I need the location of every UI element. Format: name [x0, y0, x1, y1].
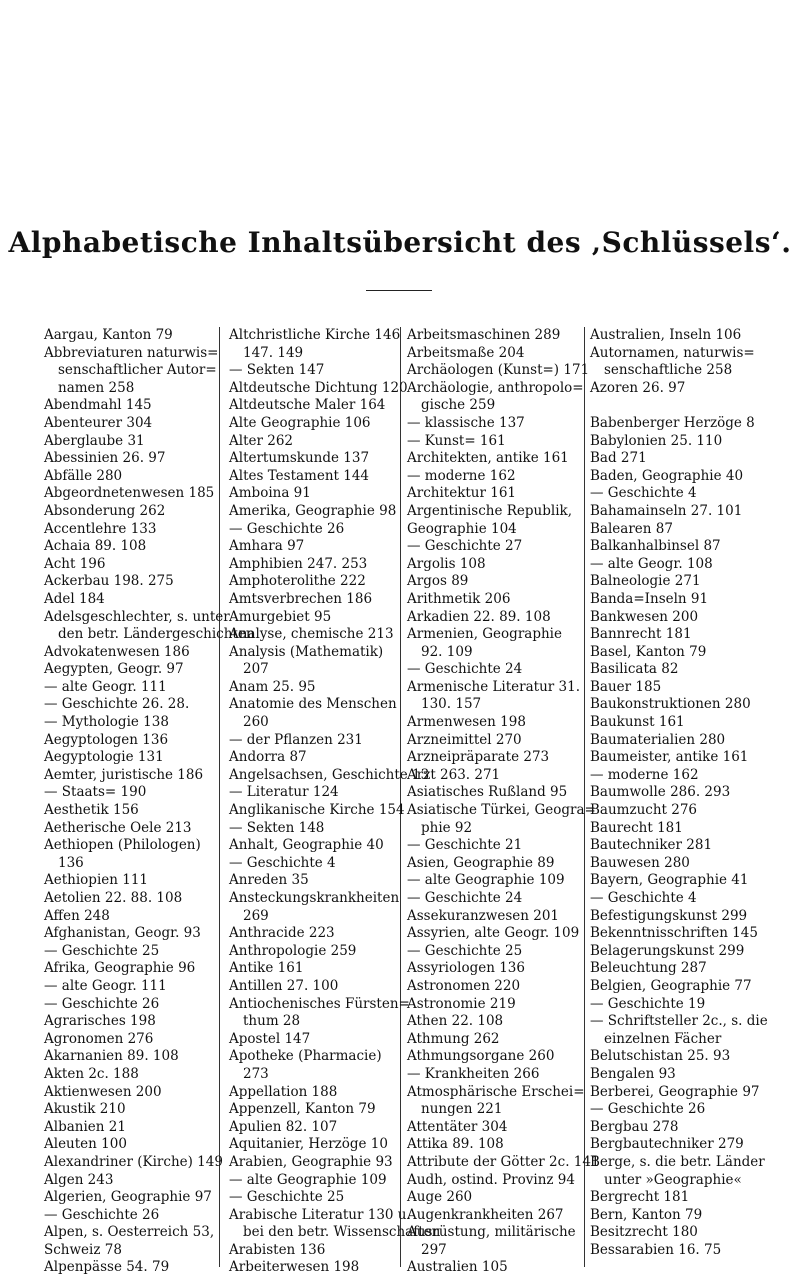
index-entry: Alpenpässe 54. 79	[44, 1259, 170, 1276]
index-entry: Assyrien, alte Geogr. 109	[407, 925, 580, 942]
index-entry: — Literatur 124	[229, 784, 339, 801]
index-entry: Aargau, Kanton 79	[44, 327, 173, 343]
index-entry: — Geschichte 27	[407, 538, 523, 555]
index-entry: Schweiz 78	[44, 1241, 122, 1258]
index-entry: Ansteckungskrankheiten	[229, 890, 400, 906]
index-entry: Akarnanien 89. 108	[44, 1048, 179, 1065]
index-entry: Australien 105	[407, 1259, 508, 1276]
index-entry: Babenberger Herzöge 8	[590, 414, 755, 431]
index-entry: Analysis (Mathematik)	[229, 643, 384, 660]
index-entry: Amphoterolithe 222	[229, 573, 366, 590]
index-entry: Abbreviaturen naturwis=	[44, 344, 219, 361]
index-entry: Balearen 87	[590, 520, 673, 537]
index-entry: Armenien, Geographie	[407, 626, 562, 643]
index-entry: — Geschichte 26	[590, 1101, 706, 1118]
index-entry: 273	[243, 1065, 269, 1082]
index-entry: Assyriologen 136	[407, 960, 525, 977]
index-entry: Bergrecht 181	[590, 1189, 690, 1206]
index-entry: Aquitanier, Herzöge 10	[229, 1136, 388, 1153]
index-entry: Angelsachsen, Geschichte 13	[229, 766, 430, 783]
index-entry: Architektur 161	[407, 485, 517, 502]
index-entry: Amboina 91	[229, 485, 311, 502]
index-entry: Baumwolle 286. 293	[590, 784, 731, 801]
index-entry: Baumaterialien 280	[590, 731, 726, 748]
index-entry: Befestigungskunst 299	[590, 907, 748, 924]
index-entry: — Geschichte 19	[590, 995, 706, 1012]
index-entry: Auge 260	[407, 1189, 473, 1206]
index-entry: — Schriftsteller 2c., s. die	[590, 1013, 768, 1030]
index-entry: Bergbautechniker 279	[590, 1136, 744, 1153]
index-entry: Audh, ostind. Provinz 94	[407, 1171, 575, 1188]
index-entry: unter »Geographie«	[604, 1171, 742, 1188]
index-entry: Arabien, Geographie 93	[229, 1153, 393, 1170]
index-entry: Aetolien 22. 88. 108	[44, 890, 183, 906]
index-entry: Baurecht 181	[590, 819, 683, 836]
index-entry: — klassische 137	[407, 414, 525, 431]
index-entry: Basilicata 82	[590, 661, 679, 678]
index-entry: 147. 149	[243, 344, 304, 361]
index-entry: Aethiopien 111	[44, 872, 149, 889]
index-entry: Aethiopen (Philologen)	[44, 837, 201, 854]
index-entry: Banda=Inseln 91	[590, 590, 709, 607]
index-entry: Basel, Kanton 79	[590, 643, 707, 660]
index-entry: Anglikanische Kirche 154	[229, 802, 405, 819]
index-entry: — Geschichte 24	[407, 890, 523, 906]
index-entry: Antike 161	[229, 960, 304, 977]
index-entry: Aleuten 100	[44, 1136, 127, 1153]
index-entry: Altchristliche Kirche 146	[229, 327, 401, 343]
index-entry: Athmungsorgane 260	[407, 1048, 555, 1065]
index-entry: Bannrecht 181	[590, 626, 692, 643]
index-entry: Aesthetik 156	[44, 802, 139, 819]
index-entry: Andorra 87	[229, 749, 307, 766]
index-entry: Antillen 27. 100	[229, 977, 339, 994]
index-entry: Amphibien 247. 253	[229, 555, 368, 572]
index-entry: Argolis 108	[407, 555, 486, 572]
index-entry: Akten 2c. 188	[44, 1065, 139, 1082]
index-entry: — Geschichte 25	[229, 1189, 345, 1206]
index-entry: Bekenntnisschriften 145	[590, 925, 758, 942]
index-entry: Abgeordnetenwesen 185	[44, 485, 215, 502]
index-entry: Baukonstruktionen 280	[590, 696, 751, 713]
index-entry: Agronomen 276	[44, 1030, 154, 1047]
index-entry: Alte Geographie 106	[229, 414, 371, 431]
index-entry: Beleuchtung 287	[590, 960, 707, 977]
index-entry: 207	[243, 661, 269, 678]
index-entry: — Sekten 147	[229, 362, 325, 379]
index-entry: Apulien 82. 107	[229, 1118, 338, 1135]
index-entry: Athen 22. 108	[407, 1013, 504, 1030]
index-entry: Advokatenwesen 186	[44, 643, 190, 660]
column-divider	[584, 327, 585, 1267]
index-entry: Ausrüstung, militärische	[407, 1224, 576, 1241]
index-entry: Armenische Literatur 31.	[407, 678, 581, 695]
index-entry: Appellation 188	[229, 1083, 338, 1100]
index-entry: Arithmetik 206	[407, 590, 511, 607]
index-entry: Australien, Inseln 106	[590, 327, 742, 343]
index-entry: Bengalen 93	[590, 1065, 676, 1082]
index-entry: — Krankheiten 266	[407, 1065, 540, 1082]
index-entry: Berge, s. die betr. Länder	[590, 1153, 765, 1170]
index-entry: Arkadien 22. 89. 108	[407, 608, 551, 625]
index-entry: Arbeitsmaschinen 289	[407, 327, 561, 343]
index-entry: Antiochenisches Fürsten=	[229, 995, 410, 1012]
index-entry: 269	[243, 907, 269, 924]
index-entry: Aegypten, Geogr. 97	[44, 661, 184, 678]
index-entry: Athmung 262	[407, 1030, 500, 1047]
index-entry: Bessarabien 16. 75	[590, 1241, 722, 1258]
index-entry: — alte Geogr. 111	[44, 678, 167, 695]
index-entry: thum 28	[243, 1013, 301, 1030]
index-entry: Anhalt, Geographie 40	[229, 837, 384, 854]
index-entry: Bauer 185	[590, 678, 662, 695]
index-entry: Argentinische Republik,	[407, 502, 572, 519]
index-entry: — Geschichte 4	[229, 854, 336, 871]
index-entry: Ackerbau 198. 275	[44, 573, 174, 590]
index-entry: Bauwesen 280	[590, 854, 690, 871]
index-entry: Asiatisches Rußland 95	[407, 784, 568, 801]
index-entry: 136	[58, 854, 84, 871]
index-entry: den betr. Ländergeschichten	[58, 626, 255, 643]
title-divider	[366, 290, 432, 291]
index-entry: Bankwesen 200	[590, 608, 699, 625]
index-entry: Aetherische Oele 213	[44, 819, 192, 836]
index-entry: phie 92	[421, 819, 473, 836]
index-entry: Anreden 35	[229, 872, 309, 889]
index-entry: Apostel 147	[229, 1030, 311, 1047]
index-entry: 260	[243, 714, 269, 731]
index-entry: 297	[421, 1241, 447, 1258]
index-entry: Asiatische Türkei, Geogra=	[407, 802, 596, 819]
index-entry: Astronomen 220	[407, 977, 521, 994]
index-entry: Adelsgeschlechter, s. unter	[44, 608, 230, 625]
index-entry: Arabische Literatur 130 u.	[229, 1206, 411, 1223]
index-entry: Altes Testament 144	[229, 467, 370, 484]
index-entry: Assekuranzwesen 201	[407, 907, 559, 924]
index-entry: Analyse, chemische 213	[229, 626, 394, 643]
index-entry: — alte Geographie 109	[407, 872, 565, 889]
index-entry: Besitzrecht 180	[590, 1224, 698, 1241]
index-entry: Arbeiterwesen 198	[229, 1259, 360, 1276]
index-entry: — alte Geogr. 108	[590, 555, 713, 572]
column-divider	[400, 327, 401, 1267]
index-entry: — Geschichte 24	[407, 661, 523, 678]
index-entry: Akustik 210	[44, 1101, 126, 1118]
index-entry: Alpen, s. Oesterreich 53,	[44, 1224, 215, 1241]
index-gap	[590, 397, 762, 415]
index-entry: — Geschichte 26	[44, 1206, 160, 1223]
index-entry: Abendmahl 145	[44, 397, 152, 414]
index-entry: — Kunst= 161	[407, 432, 506, 449]
index-entry: Anatomie des Menschen	[229, 696, 397, 713]
index-entry: Attika 89. 108	[407, 1136, 504, 1153]
index-entry: Attentäter 304	[407, 1118, 508, 1135]
index-entry: Argos 89	[407, 573, 469, 590]
index-entry: Belagerungskunst 299	[590, 942, 745, 959]
index-entry: Absonderung 262	[44, 502, 166, 519]
index-entry: Bautechniker 281	[590, 837, 713, 854]
index-entry: 130. 157	[421, 696, 482, 713]
index-entry: Agrarisches 198	[44, 1013, 156, 1030]
index-entry: Bergbau 278	[590, 1118, 679, 1135]
index-entry: Bern, Kanton 79	[590, 1206, 703, 1223]
index-entry: — Geschichte 26	[229, 520, 345, 537]
index-entry: Astronomie 219	[407, 995, 516, 1012]
index-entry: Armenwesen 198	[407, 714, 526, 731]
index-entry: einzelnen Fächer	[604, 1030, 722, 1047]
index-entry: Anthropologie 259	[229, 942, 357, 959]
index-entry: Azoren 26. 97	[590, 379, 686, 396]
index-entry: Algerien, Geographie 97	[44, 1189, 212, 1206]
index-entry: senschaftliche 258	[604, 362, 733, 379]
index-entry: Affen 248	[44, 907, 110, 924]
index-entry: Geographie 104	[407, 520, 517, 537]
index-entry: — Geschichte 26	[44, 995, 160, 1012]
index-entry: Belgien, Geographie 77	[590, 977, 752, 994]
index-entry: Atmosphärische Erschei=	[407, 1083, 585, 1100]
index-entry: Appenzell, Kanton 79	[229, 1101, 376, 1118]
index-entry: Bahamainseln 27. 101	[590, 502, 743, 519]
index-entry: Babylonien 25. 110	[590, 432, 723, 449]
index-entry: Aegyptologie 131	[44, 749, 164, 766]
index-entry: Bayern, Geographie 41	[590, 872, 749, 889]
index-entry: Anthracide 223	[229, 925, 335, 942]
index-entry: — Sekten 148	[229, 819, 325, 836]
index-entry: Augenkrankheiten 267	[407, 1206, 564, 1223]
index-entry: Arzt 263. 271	[407, 766, 501, 783]
index-entry: Anam 25. 95	[229, 678, 316, 695]
index-entry: — Geschichte 21	[407, 837, 523, 854]
index-entry: senschaftlicher Autor=	[58, 362, 217, 379]
index-entry: — der Pflanzen 231	[229, 731, 363, 748]
index-entry: — alte Geogr. 111	[44, 977, 167, 994]
index-entry: 92. 109	[421, 643, 473, 660]
index-entry: namen 258	[58, 379, 135, 396]
index-entry: Archäologen (Kunst=) 171	[407, 362, 590, 379]
index-entry: Altdeutsche Dichtung 120	[229, 379, 408, 396]
index-entry: Baumeister, antike 161	[590, 749, 749, 766]
index-entry: Abfälle 280	[44, 467, 123, 484]
index-entry: Arzneipräparate 273	[407, 749, 550, 766]
index-entry: Baumzucht 276	[590, 802, 698, 819]
index-entry: Abenteurer 304	[44, 414, 153, 431]
index-entry: Balkanhalbinsel 87	[590, 538, 721, 555]
index-entry: Baden, Geographie 40	[590, 467, 744, 484]
index-entry: Apotheke (Pharmacie)	[229, 1048, 382, 1065]
index-entry: Baukunst 161	[590, 714, 685, 731]
index-entry: — alte Geographie 109	[229, 1171, 387, 1188]
index-entry: Amerika, Geographie 98	[229, 502, 397, 519]
index-entry: — Geschichte 4	[590, 890, 697, 906]
index-entry: Amtsverbrechen 186	[229, 590, 373, 607]
index-entry: Afghanistan, Geogr. 93	[44, 925, 201, 942]
index-entry: Amurgebiet 95	[229, 608, 332, 625]
index-entry: Attribute der Götter 2c. 141	[407, 1153, 600, 1170]
index-entry: Archäologie, anthropolo=	[407, 379, 584, 396]
index-entry: — Mythologie 138	[44, 714, 169, 731]
index-entry: Altdeutsche Maler 164	[229, 397, 386, 414]
index-entry: — Geschichte 25	[407, 942, 523, 959]
index-entry: Berberei, Geographie 97	[590, 1083, 760, 1100]
index-entry: — moderne 162	[590, 766, 699, 783]
index-entry: Altertumskunde 137	[229, 450, 370, 467]
index-entry: Alter 262	[229, 432, 293, 449]
index-entry: Achaia 89. 108	[44, 538, 147, 555]
index-entry: Aegyptologen 136	[44, 731, 169, 748]
index-entry: nungen 221	[421, 1101, 503, 1118]
index-entry: Albanien 21	[44, 1118, 126, 1135]
index-entry: Afrika, Geographie 96	[44, 960, 196, 977]
index-entry: Arbeitsmaße 204	[407, 344, 525, 361]
index-entry: Abessinien 26. 97	[44, 450, 166, 467]
index-entry: Autornamen, naturwis=	[590, 344, 755, 361]
index-entry: — Geschichte 4	[590, 485, 697, 502]
index-entry: — Geschichte 26. 28.	[44, 696, 190, 713]
index-entry: Balneologie 271	[590, 573, 701, 590]
index-entry: bei den betr. Wissenschaften	[243, 1224, 441, 1241]
index-entry: Accentlehre 133	[44, 520, 157, 537]
index-entry: Adel 184	[44, 590, 105, 607]
index-entry: Asien, Geographie 89	[407, 854, 555, 871]
index-entry: Architekten, antike 161	[407, 450, 569, 467]
index-entry: Alexandriner (Kirche) 149	[44, 1153, 223, 1170]
index-entry: Arabisten 136	[229, 1241, 326, 1258]
index-entry: — Geschichte 25	[44, 942, 160, 959]
page-title: Alphabetische Inhaltsübersicht des ‚Schlüssels‘.	[8, 226, 792, 259]
index-column-4	[590, 327, 768, 1267]
index-entry: Bad 271	[590, 450, 647, 467]
index-entry: Aktienwesen 200	[44, 1083, 162, 1100]
index-entry: Aemter, juristische 186	[44, 766, 204, 783]
index-entry: Arzneimittel 270	[407, 731, 522, 748]
index-entry: Acht 196	[44, 555, 106, 572]
index-entry: Belutschistan 25. 93	[590, 1048, 731, 1065]
index-entry: — Staats= 190	[44, 784, 147, 801]
index-entry: Aberglaube 31	[44, 432, 145, 449]
index-entry: — moderne 162	[407, 467, 516, 484]
column-divider	[219, 327, 220, 1267]
index-column-3	[407, 327, 600, 1276]
index-entry: Algen 243	[44, 1171, 114, 1188]
index-entry: Amhara 97	[229, 538, 305, 555]
index-column-1	[44, 327, 255, 1276]
index-entry: gische 259	[421, 397, 496, 414]
